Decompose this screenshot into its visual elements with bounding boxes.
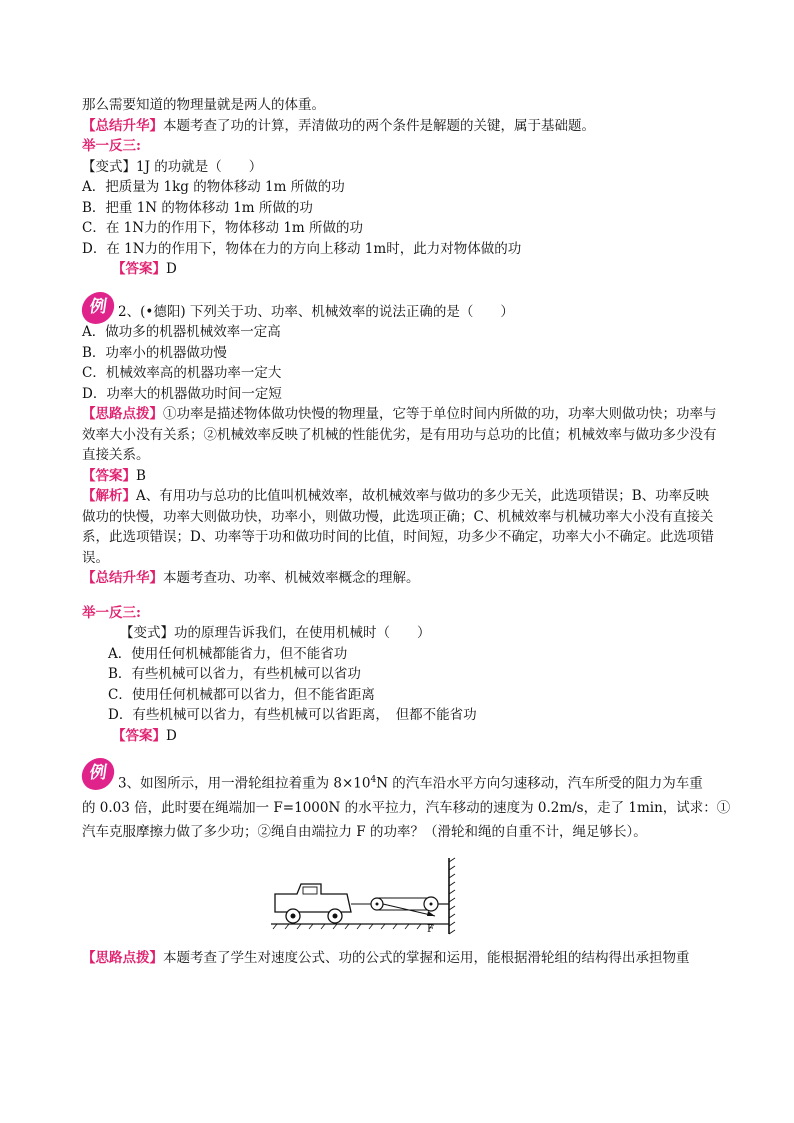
summary-text: 本题考查功、功率、机械效率概念的理解。 xyxy=(163,570,420,586)
hint-tag: 【思路点拨】 xyxy=(82,949,163,966)
practice1-option-a: A．把质量为 1kg 的物体移动 1m 所做的功 xyxy=(82,179,345,195)
intro-summary xyxy=(82,116,717,137)
practice1-heading: 举一反三: xyxy=(82,138,141,154)
practice2-option-a: A．使用任何机械都能省力，但不能省功 xyxy=(108,645,348,662)
practice1-option-b: B．把重 1N 的物体移动 1m 所做的功 xyxy=(82,199,313,216)
example3-question-part2: N 的汽车沿水平方向匀速移动，汽车所受的阻力为车重 xyxy=(376,775,703,792)
practice2-question xyxy=(82,623,717,644)
practice1-option-d: D．在 1N力的作用下，物体在力的方向上移动 1m时，此力对物体做的功 xyxy=(82,240,522,257)
hint-text: 本题考查了学生对速度公式、功的公式的掌握和运用，能根据滑轮组的结构得出承担物重 xyxy=(163,949,690,966)
example3-hint xyxy=(82,948,717,969)
intro-line: 那么需要知道的物理量就是两人的体重。 xyxy=(82,97,325,113)
example2-analysis xyxy=(82,486,717,568)
answer-value: D xyxy=(166,727,177,744)
practice2-option-b: B．有些机械可以省力，有些机械可以省功 xyxy=(108,666,361,682)
force-label: F xyxy=(427,923,434,935)
example2-option-d: D．功率大的机器做功时间一定短 xyxy=(82,385,282,402)
variant-tag: 【变式】 xyxy=(120,625,174,641)
summary-text: 本题考查了功的计算，弄清做功的两个条件是解题的关键，属于基础题。 xyxy=(163,117,595,134)
example3-question xyxy=(82,763,717,796)
practice2-option-c: C．使用任何机械都可以省力，但不能省距离 xyxy=(108,686,375,703)
example2-question xyxy=(82,296,717,323)
example2-option-a: A．做功多的机器机械效率一定高 xyxy=(82,324,281,340)
summary-tag: 【总结升华】 xyxy=(82,570,163,586)
pulley-car-figure xyxy=(267,854,457,940)
example3-question-line2: 的 0.03 倍，此时要在绳端加一 F=1000N 的水平拉力，汽车移动的速度为 0.2m/s，走了 1min，试求：① xyxy=(82,799,731,816)
hint-tag: 【思路点拨】 xyxy=(82,406,163,422)
answer-value: D xyxy=(166,261,177,277)
practice2-answer xyxy=(82,726,717,747)
answer-tag: 【答案】 xyxy=(112,727,166,744)
variant-question: 功的原理告诉我们，在使用机械时（ ） xyxy=(174,625,431,641)
example-badge-icon: 例 xyxy=(80,292,116,324)
practice1-option-c: C．在 1N力的作用下，物体移动 1m 所做的功 xyxy=(82,220,363,236)
example2-summary xyxy=(82,568,717,589)
analysis-text: A、有用功与总功的比值叫机械效率，故机械效率与做功的多少无关，此选项错误；B、功率反映做功的快慢，功率大则做功快，功率小，则做功慢，此选项正确；C、机械效率与机械功率大小没有直接关系，此选项错误；D、功率等于功和做功时间的比值，时间短，功多少不确定，功率大小不确定。此选项错误。 xyxy=(82,488,714,566)
practice1-answer xyxy=(82,259,717,280)
hint-text: ①功率是描述物体做功快慢的物理量，它等于单位时间内所做的功，功率大则做功快；功率与效率大小没有关系；②机械效率反映了机械的性能优劣，是有用功与总功的比值；机械效率与做功多少没有直接关系。 xyxy=(82,406,717,463)
variant-question: 1J 的功就是（ ） xyxy=(136,158,263,175)
answer-tag: 【答案】 xyxy=(82,467,136,484)
practice1-question xyxy=(82,157,717,178)
example2-option-b: B．功率小的机器做功慢 xyxy=(82,344,227,361)
summary-tag: 【总结升华】 xyxy=(82,117,163,134)
variant-tag: 【变式】 xyxy=(82,158,136,175)
example2-answer xyxy=(82,466,717,487)
example3-question-part1: 3、如图所示，用一滑轮组拉着重为 8×10 xyxy=(118,775,371,792)
practice2-heading: 举一反三: xyxy=(82,604,141,621)
example-badge-icon: 例 xyxy=(80,758,116,790)
answer-value: B xyxy=(136,467,146,484)
answer-tag: 【答案】 xyxy=(112,261,166,277)
example3-exponent: 4 xyxy=(370,775,377,785)
example2-hint xyxy=(82,404,717,466)
example2-option-c: C．机械效率高的机器功率一定大 xyxy=(82,365,282,381)
pulley-car-diagram xyxy=(267,854,457,940)
analysis-tag: 【解析】 xyxy=(82,488,136,504)
practice2-option-d: D．有些机械可以省力，有些机械可以省距离， 但都不能省功 xyxy=(108,707,477,723)
document-page xyxy=(82,95,731,968)
example3-question-line3: 汽车克服摩擦力做了多少功；②绳自由端拉力 F 的功率？（滑轮和绳的自重不计，绳足够长）。 xyxy=(82,823,647,840)
example2-question-text: 2、(•德阳) 下列关于功、功率、机械效率的说法正确的是（ ） xyxy=(118,303,514,320)
